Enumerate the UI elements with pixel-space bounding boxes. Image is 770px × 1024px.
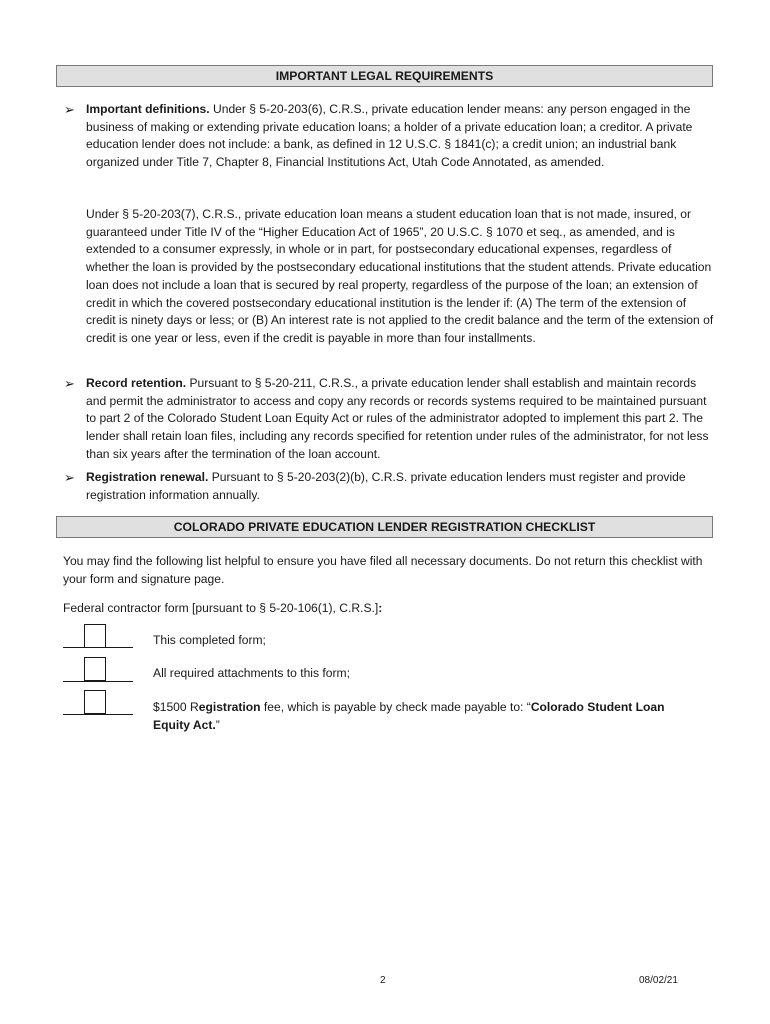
arrow-bullet-icon: ➢ — [64, 470, 75, 485]
checklist-item-required-attachments: All required attachments to this form; — [153, 666, 350, 680]
definitions-text: Under § 5-20-203(6), C.R.S., private education lender means: any person engaged in the business of making or extending private education loans; a holder of a private education loan; a creditor. A private education lender does not include: a bank, as defined in 12 U.S.C. § 1841(c); a credit union; an industrial bank organized under Title 7, Chapter 8, Financial Institutions Act, Utah Code Annotated, as amended. — [86, 102, 693, 170]
checklist-blank-line — [63, 681, 133, 682]
footer-date: 08/02/21 — [639, 975, 678, 986]
legal-requirements-header: IMPORTANT LEGAL REQUIREMENTS — [56, 65, 713, 87]
arrow-bullet-icon: ➢ — [64, 102, 75, 117]
fee-text-registration: egistration — [198, 700, 261, 714]
fee-text-payee: Colorado Student Loan Equity Act. — [153, 700, 665, 732]
registration-renewal-title: Registration renewal. — [86, 470, 209, 484]
registration-renewal-paragraph — [86, 469, 716, 504]
checklist-item-registration-fee — [153, 699, 698, 734]
checklist-item-completed-form: This completed form; — [153, 633, 266, 647]
record-retention-paragraph — [86, 375, 716, 464]
federal-contractor-text: Federal contractor form [pursuant to § 5-20-106(1), C.R.S.] — [63, 601, 379, 615]
checklist-header: COLORADO PRIVATE EDUCATION LENDER REGISTRATION CHECKLIST — [56, 516, 713, 538]
checklist-intro: You may find the following list helpful to ensure you have filed all necessary documents. Do not return this checklist with your form and signature page. — [63, 554, 703, 586]
checkbox-registration-fee[interactable] — [84, 690, 106, 714]
fee-text-end: ” — [215, 717, 220, 732]
loan-definition-paragraph: Under § 5-20-203(7), C.R.S., private education loan means a student education loan that is not made, insured, or guaranteed under Title IV of the “Higher Education Act of 1965”, 20 U.S.C. § 1070 et seq., as amended, and is extended to a consumer expressly, in whole or in part, for postsecondary educational expenses, regardless of whether the loan is provided by the postsecondary educational institutions that the student attends. Private education loan does not include a loan that is secured by real property, regardless of the purpose of the loan; an extension of credit in which the covered postsecondary educational institution is the lender if: (A) The term of the extension of credit is ninety days or less; or (B) An interest rate is not applied to the credit balance and the term of the extension of credit is one year or less, even if the credit is payable in more than four installments. — [86, 207, 714, 345]
definitions-title: Important definitions. — [86, 102, 210, 116]
page-number: 2 — [380, 975, 386, 986]
record-retention-title: Record retention. — [86, 376, 187, 390]
checkbox-required-attachments[interactable] — [84, 657, 106, 681]
checkbox-completed-form[interactable] — [84, 624, 106, 648]
record-retention-text: Pursuant to § 5-20-211, C.R.S., a private education lender shall establish and maintain records and permit the administrator to access and copy any records or records systems required to be maintained pursuant to part 2 of the Colorado Student Loan Equity Act or rules of the administrator adopted to implement this part 2. The lender shall retain loan files, including any records specified for retention under rules of the administrator, for not less than six years after the termination of the loan account. — [86, 376, 709, 461]
federal-contractor-colon: : — [378, 601, 383, 615]
fee-text-start: $1500 R — [153, 700, 199, 714]
definitions-paragraph — [86, 101, 716, 172]
registration-renewal-text: Pursuant to § 5-20-203(2)(b), C.R.S. private education lenders must register and provide registration information annually. — [86, 470, 686, 502]
fee-text-middle: fee, which is payable by check made payable to: “ — [260, 700, 531, 714]
federal-contractor-line — [63, 600, 708, 618]
arrow-bullet-icon: ➢ — [64, 376, 75, 391]
checklist-blank-line — [63, 714, 133, 715]
